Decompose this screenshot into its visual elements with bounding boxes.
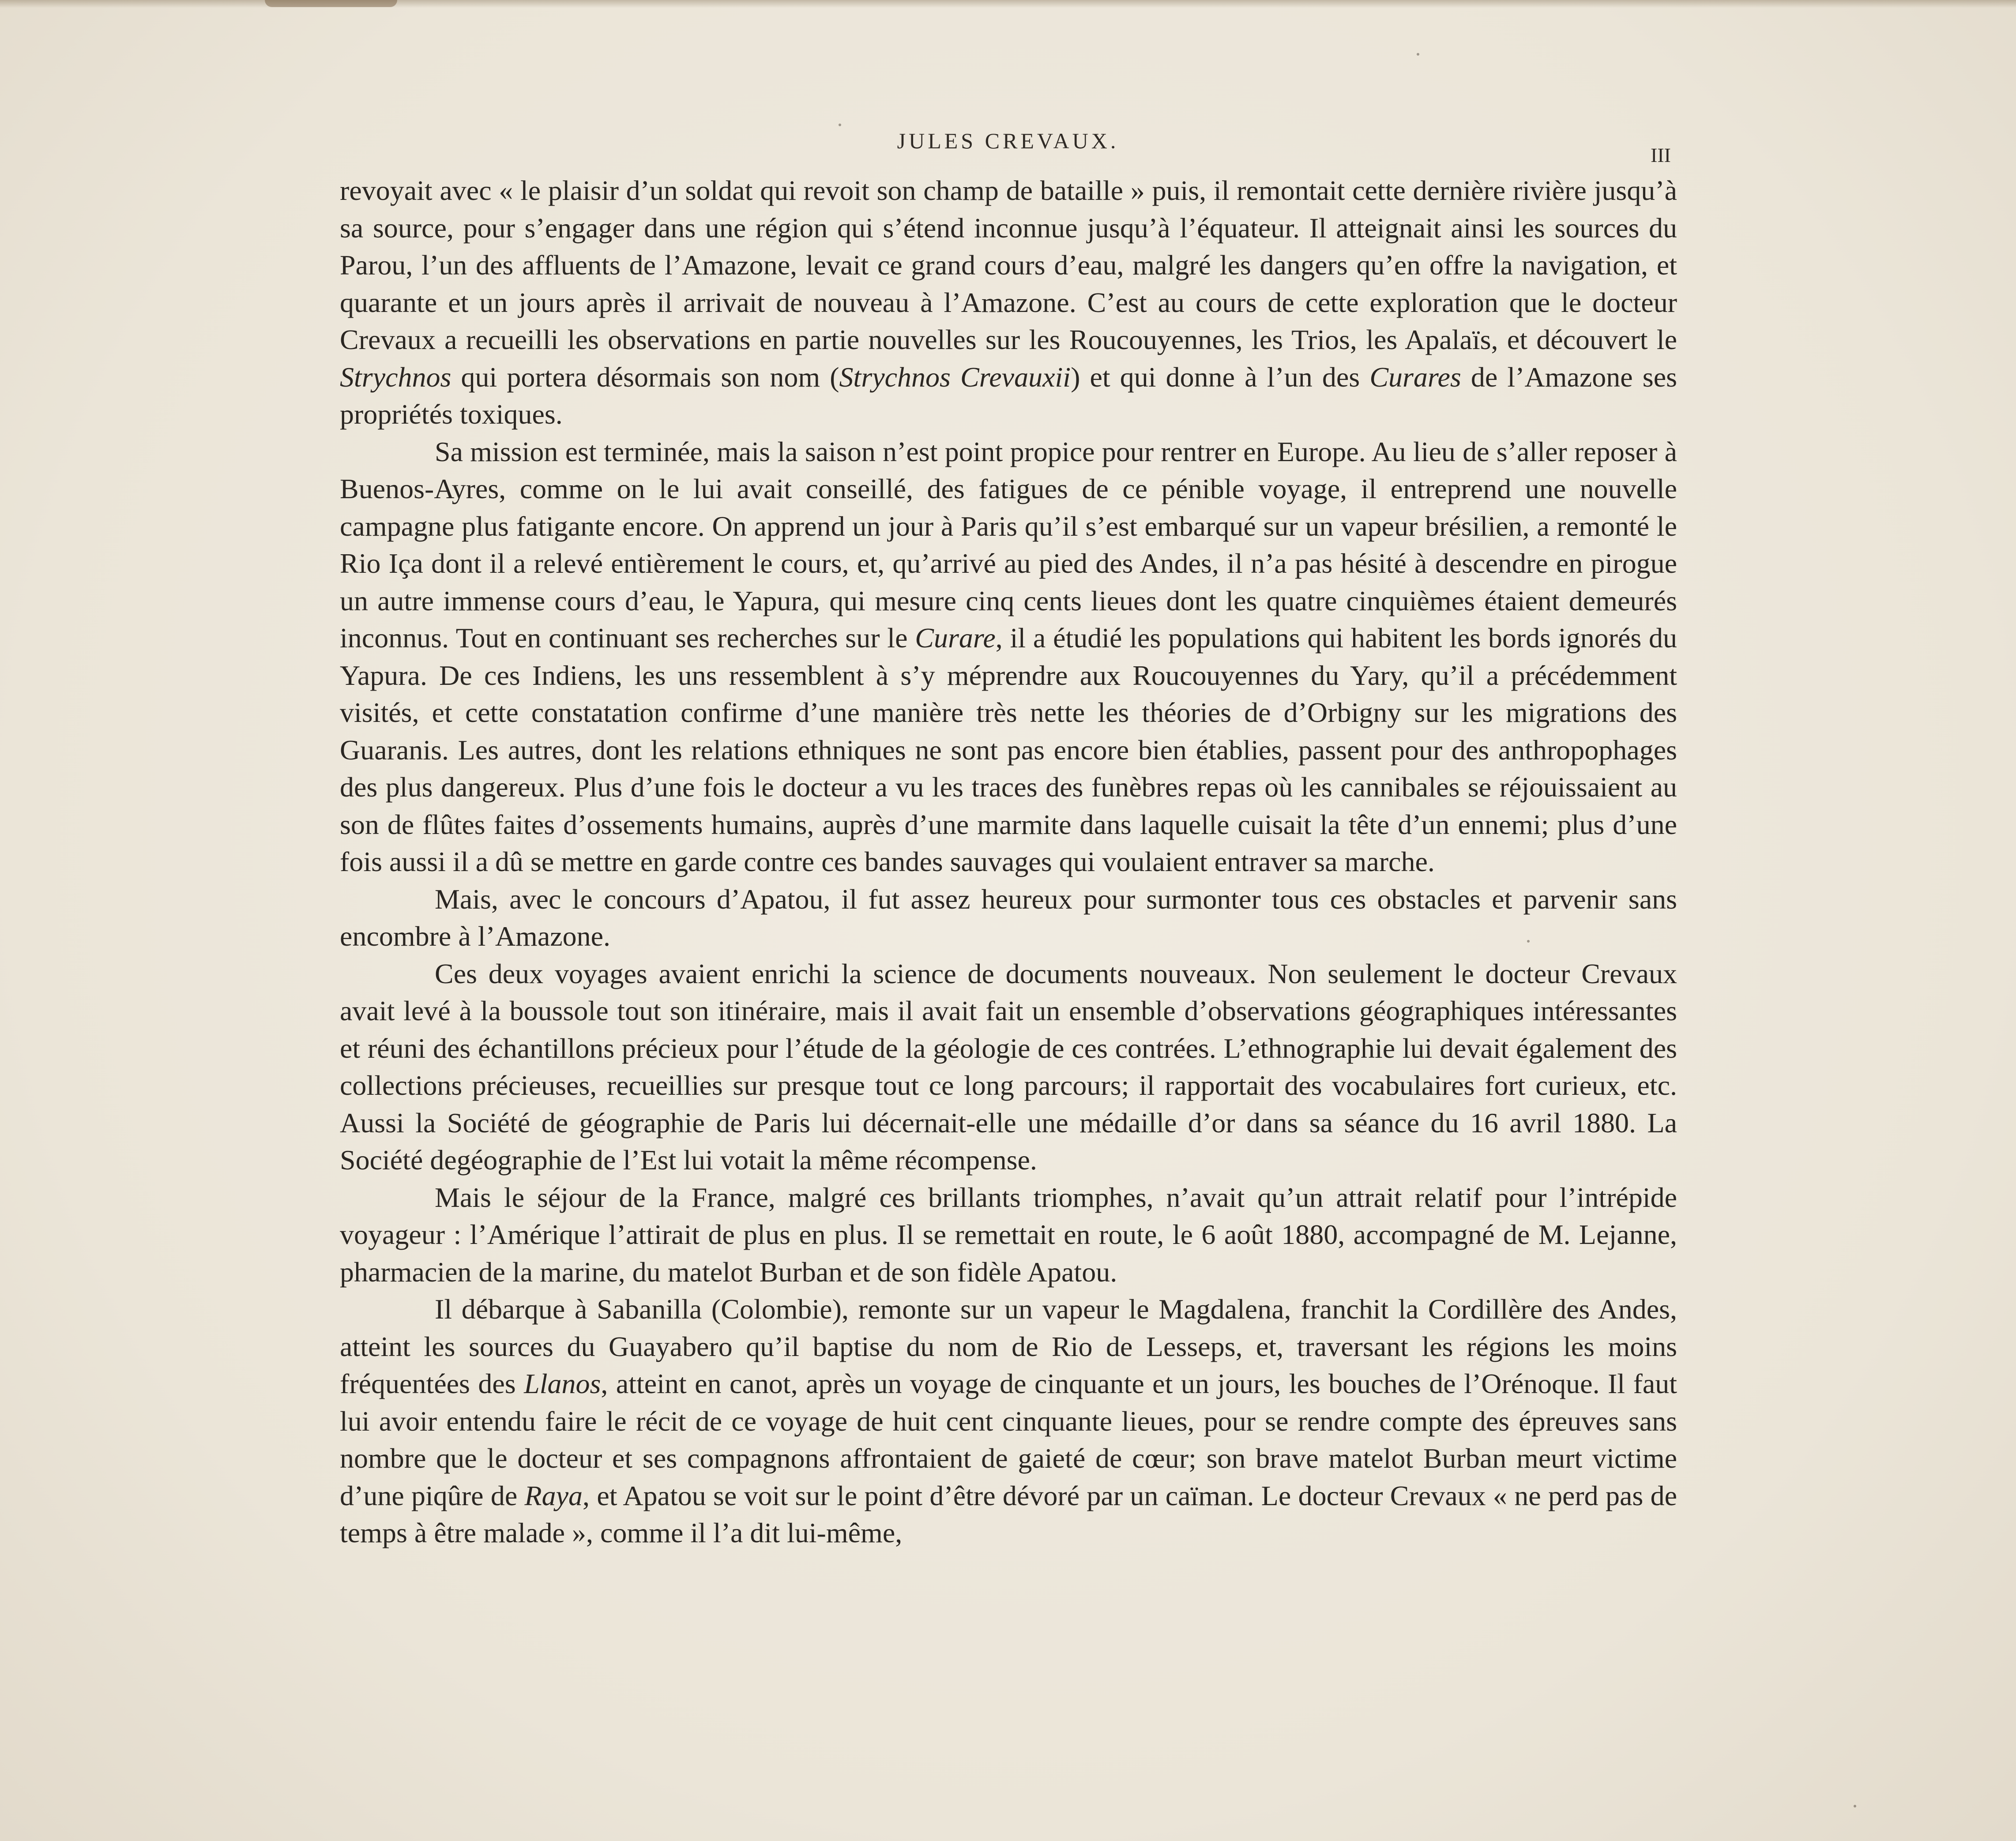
paragraph-6 <box>340 1291 1677 1552</box>
body-text <box>340 172 1677 1552</box>
text-run: , il a étudié les populations qui habitent les bords ignorés du Yapura. De ces Indiens, les uns ressemblent à s’y méprendre aux Roucouyennes du Yary, qu’il a précédemment visités, et cette constatation confirme d’une manière très nette les théories de d’Orbigny sur les migrations des Guaranis. Les autres, dont les relations ethniques ne sont pas encore bien établies, passent pour des anthropophages des plus dangereux. Plus d’une fois le docteur a vu les traces des funèbres repas où les cannibales se réjouissaient au son de flûtes faites d’ossements humains, auprès d’une marmite dans laquelle cuisait la tête d’un ennemi; plus d’une fois aussi il a dû se mettre en garde contre ces bandes sauvages qui voulaient entraver sa marche. <box>340 622 1677 877</box>
text-run: Il débarque à Sabanilla (Colombie), remonte sur un vapeur le Magdalena, franchit la Cordillère des Andes, atteint les sources du Guayabero qu’il baptise du nom de Rio de Lesseps, et, traversant les régions les moins fréquentées des <box>340 1293 1677 1399</box>
paragraph-2 <box>340 433 1677 881</box>
paper-speck <box>1854 1805 1856 1807</box>
text-run: Sa mission est terminée, mais la saison n’est point propice pour rentrer en Europe. Au lieu de s’aller reposer à Buenos-Ayres, comme on le lui avait conseillé, des fatigues de ce pénible voyage, il entreprend une nouvelle campagne plus fatigante encore. On apprend un jour à Paris qu’il s’est embarqué sur un vapeur brésilien, a remonté le Rio Iça dont il a relevé entièrement le cours, et, qu’arrivé au pied des Andes, il n’a pas hésité à descendre en pirogue un autre immense cours d’eau, le Yapura, qui mesure cinq cents lieues dont les quatre cinquièmes étaient demeurés inconnus. Tout en continuant ses recherches sur le <box>340 436 1677 654</box>
running-head: JULES CREVAUX. <box>897 128 1119 153</box>
italic-term: Strychnos <box>340 361 451 393</box>
page-corner-stain <box>265 0 397 7</box>
text-run: , et Apatou se voit sur le point d’être dévoré par un caïman. Le docteur Crevaux « ne perd pas de temps à être malade », comme il l’a dit lui-même, <box>340 1480 1677 1548</box>
paper-speck <box>839 124 841 126</box>
text-run: Mais le séjour de la France, malgré ces brillants triomphes, n’avait qu’un attrait relatif pour l’intrépide voyageur : l’Amérique l’attirait de plus en plus. Il se remettait en route, le 6 août 1880, accompagné de M. Lejanne, pharmacien de la marine, du matelot Burban et de son fidèle Apatou. <box>340 1181 1677 1288</box>
text-run: qui portera désormais son nom ( <box>451 361 839 393</box>
text-run: Ces deux voyages avaient enrichi la science de documents nouveaux. Non seulement le docteur Crevaux avait levé à la boussole tout son itinéraire, mais il avait fait un ensemble d’observations géographiques intéressantes et réuni des échantillons précieux pour l’étude de la géologie de ces contrées. L’ethnographie lui devait également des collections précieuses, recueillies sur presque tout ce long parcours; il rapportait des vocabulaires fort curieux, etc. Aussi la Société de géographie de Paris lui décernait-elle une médaille d’or dans sa séance du 16 avril 1880. La Société degéographie de l’Est lui votait la même récompense. <box>340 958 1677 1176</box>
text-run: Mais, avec le concours d’Apatou, il fut assez heureux pour surmonter tous ces obstacles et parvenir sans encombre à l’Amazone. <box>340 883 1677 952</box>
italic-term: Curare <box>915 622 996 654</box>
paragraph-4 <box>340 955 1677 1179</box>
italic-term: Llanos <box>524 1368 601 1399</box>
paragraph-1 <box>340 172 1677 433</box>
italic-term: Raya <box>524 1480 583 1511</box>
paragraph-3 <box>340 881 1677 955</box>
text-run: de l’Amazone ses propriétés toxiques. <box>340 361 1677 430</box>
paper-speck <box>1527 940 1530 943</box>
italic-term: Strychnos Crevauxii <box>839 361 1071 393</box>
text-run: ) et qui donne à l’un des <box>1071 361 1370 393</box>
text-run: , atteint en canot, après un voyage de cinquante et un jours, les bouches de l’Orénoque. Il faut lui avoir entendu faire le récit de ce voyage de huit cent cinquante lieues, pour se rendre compte des épreuves sans nombre que le docteur et ses compagnons affrontaient de gaieté de cœur; son brave matelot Burban meurt victime d’une piqûre de <box>340 1368 1677 1511</box>
text-run: revoyait avec « le plaisir d’un soldat qui revoit son champ de bataille » puis, il remontait cette dernière rivière jusqu’à sa source, pour s’engager dans une région qui s’étend inconnue jusqu’à l’équateur. Il atteignait ainsi les sources du Parou, l’un des affluents de l’Amazone, levait ce grand cours d’eau, malgré les dangers qu’en offre la navigation, et quarante et un jours après il arrivait de nouveau à l’Amazone. C’est au cours de cette exploration que le docteur Crevaux a recueilli les observations en partie nouvelles sur les Roucouyennes, les Trios, les Apalaïs, et découvert le <box>340 175 1677 355</box>
paragraph-5 <box>340 1179 1677 1291</box>
paper-speck <box>1417 53 1419 56</box>
page-number: III <box>1651 144 1671 166</box>
italic-term: Curares <box>1369 361 1461 393</box>
